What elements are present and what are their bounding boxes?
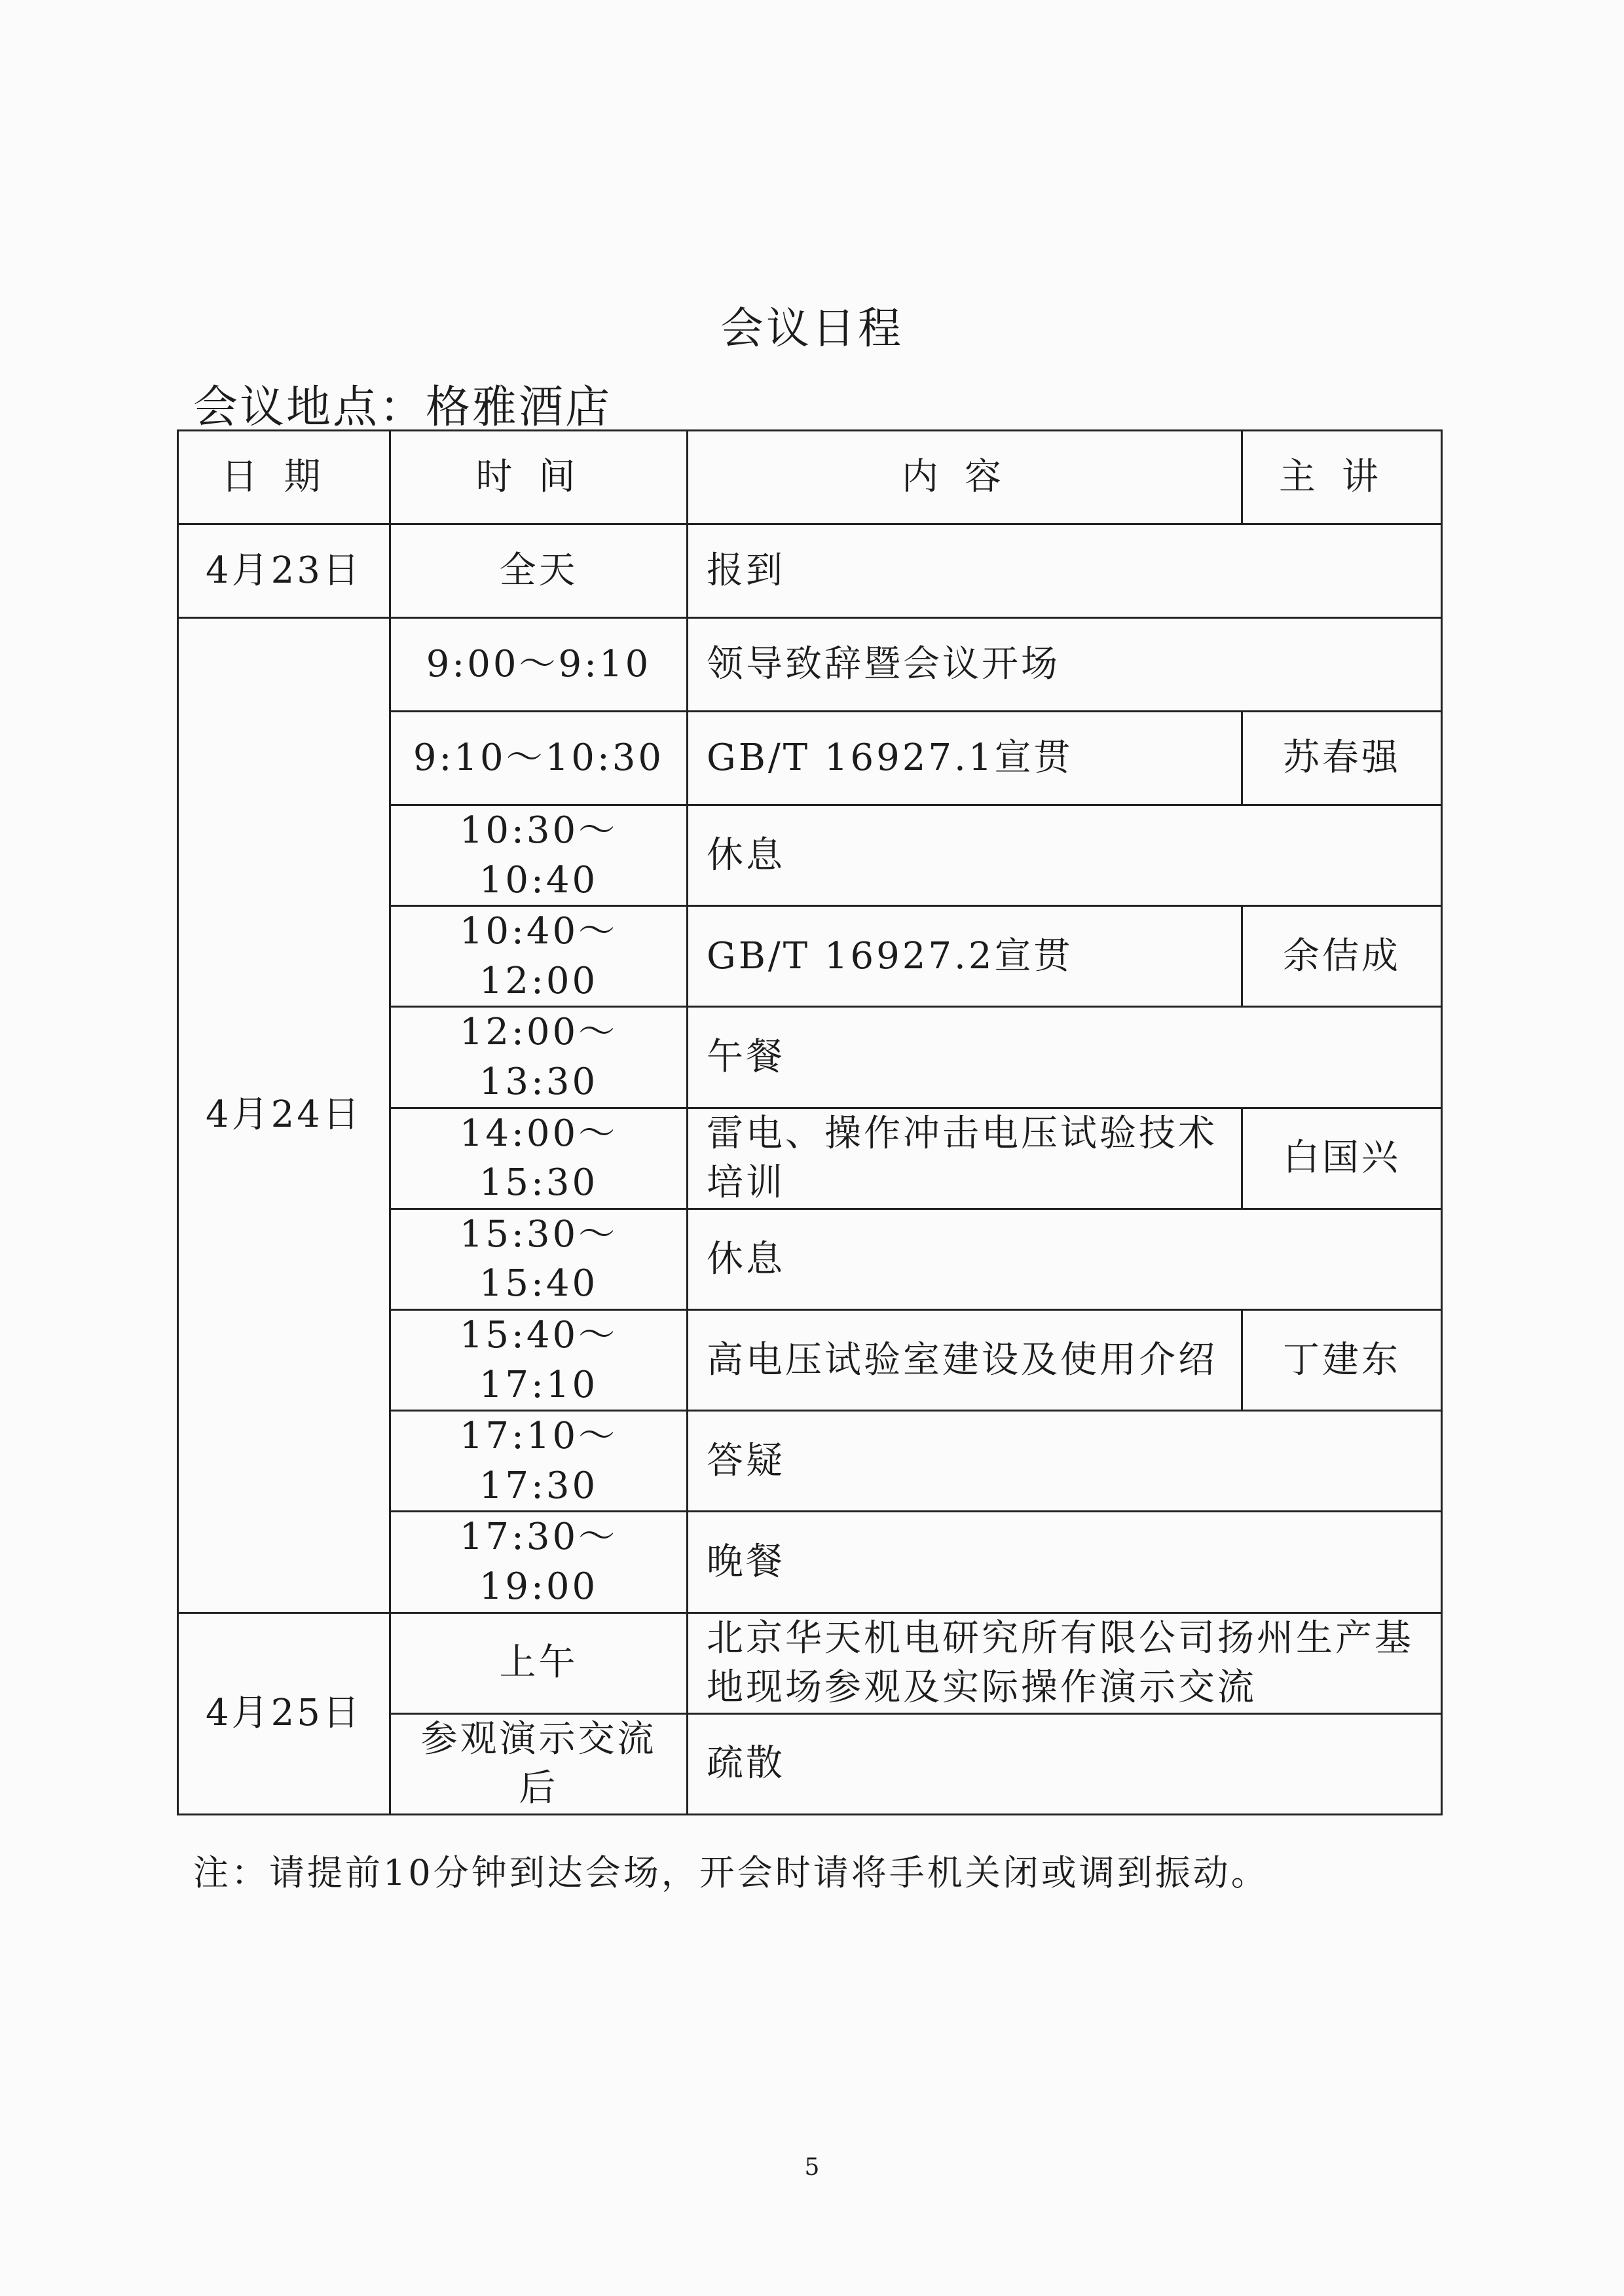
- table-header-row: [178, 431, 1442, 524]
- speaker-cell: 余佶成: [1242, 906, 1442, 1007]
- content-cell: 高电压试验室建设及使用介绍: [688, 1309, 1242, 1410]
- header-content: 内容: [688, 431, 1242, 524]
- page-title: 会议日程: [720, 303, 904, 354]
- content-cell: 休息: [688, 1209, 1442, 1309]
- time-cell: 9:10～10:30: [390, 712, 688, 805]
- table-row: [178, 1613, 1442, 1713]
- date-cell: 4月23日: [178, 524, 390, 618]
- header-speaker: 主讲: [1242, 431, 1442, 524]
- content-cell: 休息: [688, 805, 1442, 906]
- time-cell: 14:00～15:30: [390, 1108, 688, 1209]
- content-cell: 报到: [688, 524, 1442, 618]
- content-cell: 晚餐: [688, 1512, 1442, 1613]
- header-date: 日期: [178, 431, 390, 524]
- footnote: 注：请提前10分钟到达会场，开会时请将手机关闭或调到振动。: [193, 1852, 1269, 1893]
- content-cell: 领导致辞暨会议开场: [688, 618, 1442, 712]
- header-time: 时间: [390, 431, 688, 524]
- table-row: [178, 524, 1442, 618]
- time-cell: 参观演示交流后: [390, 1713, 688, 1814]
- content-cell: 雷电、操作冲击电压试验技术培训: [688, 1108, 1242, 1209]
- schedule-table: [177, 429, 1443, 1815]
- venue-line: 会议地点：格雅酒店: [193, 382, 612, 433]
- time-cell: 15:40～17:10: [390, 1309, 688, 1410]
- time-cell: 全天: [390, 524, 688, 618]
- time-cell: 17:10～17:30: [390, 1411, 688, 1512]
- content-cell: 北京华天机电研究所有限公司扬州生产基地现场参观及实际操作演示交流: [688, 1613, 1442, 1713]
- table-row: [178, 618, 1442, 712]
- time-cell: 10:30～10:40: [390, 805, 688, 906]
- date-cell: 4月24日: [178, 618, 390, 1613]
- speaker-cell: 苏春强: [1242, 712, 1442, 805]
- content-cell: 答疑: [688, 1411, 1442, 1512]
- time-cell: 9:00～9:10: [390, 618, 688, 712]
- speaker-cell: 白国兴: [1242, 1108, 1442, 1209]
- time-cell: 12:00～13:30: [390, 1007, 688, 1108]
- time-cell: 上午: [390, 1613, 688, 1713]
- content-cell: 午餐: [688, 1007, 1442, 1108]
- speaker-cell: 丁建东: [1242, 1309, 1442, 1410]
- content-cell: GB/T 16927.2宣贯: [688, 906, 1242, 1007]
- time-cell: 15:30～15:40: [390, 1209, 688, 1309]
- page-number: 5: [804, 2154, 820, 2181]
- time-cell: 17:30～19:00: [390, 1512, 688, 1613]
- content-cell: 疏散: [688, 1713, 1442, 1814]
- content-cell: GB/T 16927.1宣贯: [688, 712, 1242, 805]
- date-cell: 4月25日: [178, 1613, 390, 1814]
- time-cell: 10:40～12:00: [390, 906, 688, 1007]
